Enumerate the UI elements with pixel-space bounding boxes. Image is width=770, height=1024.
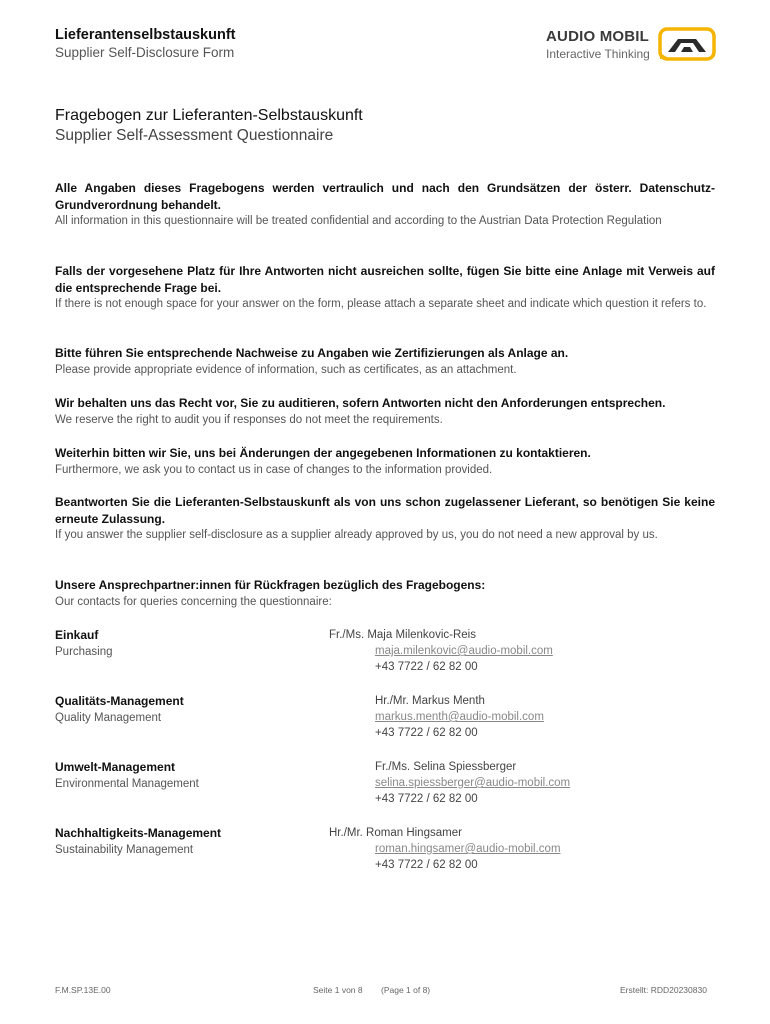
dept-label-de: Einkauf bbox=[55, 628, 99, 642]
paragraph-de: Bitte führen Sie entsprechende Nachweise zu Angaben wie Zertifizierungen als Anlage an. bbox=[55, 346, 569, 360]
contact-email-link[interactable]: selina.spiessberger@audio-mobil.com bbox=[375, 777, 571, 789]
paragraph-en: If you answer the supplier self-disclosure as a supplier already approved by us, you do not need a new approval by us. bbox=[55, 529, 658, 541]
contact-dept-purchasing bbox=[55, 627, 113, 660]
footer-doc-code: F.M.SP.13E.00 bbox=[55, 985, 111, 995]
page-subtitle: Supplier Self-Assessment Questionnaire bbox=[55, 127, 334, 144]
paragraph-de: Alle Angaben dieses Fragebogens werden vertraulich und nach den Grundsätzen der österr. Datenschutz-Grundverordnung behandelt. bbox=[55, 181, 715, 212]
paragraph-de: Unsere Ansprechpartner:innen für Rückfragen bezüglich des Fragebogens: bbox=[55, 578, 486, 592]
contact-email-link[interactable]: maja.milenkovic@audio-mobil.com bbox=[375, 645, 553, 657]
logo-icon bbox=[658, 27, 716, 61]
page-title: Fragebogen zur Lieferanten-Selbstauskunft bbox=[55, 107, 363, 124]
contact-dept-quality bbox=[55, 693, 184, 726]
paragraph-de: Weiterhin bitten wir Sie, uns bei Änderungen der angegebenen Informationen zu kontaktieren. bbox=[55, 446, 591, 460]
paragraph-en: We reserve the right to audit you if responses do not meet the requirements. bbox=[55, 413, 443, 426]
paragraph-contacts-intro bbox=[55, 577, 715, 610]
contact-phone: +43 7722 / 62 82 00 bbox=[375, 727, 478, 739]
paragraph-space bbox=[55, 263, 715, 313]
paragraph-en: Our contacts for queries concerning the questionnaire: bbox=[55, 595, 332, 608]
logo-tagline: Interactive Thinking bbox=[546, 47, 650, 61]
dept-label-en: Purchasing bbox=[55, 645, 113, 658]
contact-phone: +43 7722 / 62 82 00 bbox=[375, 661, 478, 673]
contact-email-link[interactable]: markus.menth@audio-mobil.com bbox=[375, 711, 544, 723]
logo-name: AUDIO MOBIL bbox=[546, 28, 650, 45]
contact-name: Hr./Mr. Markus Menth bbox=[375, 695, 485, 707]
paragraph-audit bbox=[55, 395, 715, 428]
dept-label-en: Sustainability Management bbox=[55, 843, 194, 856]
paragraph-privacy bbox=[55, 180, 715, 230]
paragraph-en: If there is not enough space for your answer on the form, please attach a separate sheet and indicate which question it refers to. bbox=[55, 298, 707, 310]
footer-page-de: Seite 1 von 8 bbox=[313, 985, 363, 995]
contact-phone: +43 7722 / 62 82 00 bbox=[375, 859, 478, 871]
paragraph-de: Wir behalten uns das Recht vor, Sie zu auditieren, sofern Antworten nicht den Anforderungen entsprechen. bbox=[55, 396, 666, 410]
paragraph-approval bbox=[55, 494, 715, 544]
dept-label-en: Environmental Management bbox=[55, 777, 199, 790]
contact-email-link[interactable]: roman.hingsamer@audio-mobil.com bbox=[375, 843, 561, 855]
paragraph-changes bbox=[55, 445, 715, 478]
footer-page-en: (Page 1 of 8) bbox=[381, 985, 431, 995]
contact-dept-sustainability bbox=[55, 825, 221, 858]
header-title-de: Lieferantenselbstauskunft bbox=[55, 27, 236, 43]
paragraph-evidence bbox=[55, 345, 715, 378]
contact-name: Fr./Ms. Maja Milenkovic-Reis bbox=[329, 629, 476, 641]
paragraph-en: Please provide appropriate evidence of information, such as certificates, as an attachment. bbox=[55, 363, 517, 376]
paragraph-en: All information in this questionnaire will be treated confidential and according to the Austrian Data Protection Regulation bbox=[55, 215, 662, 227]
paragraph-de: Falls der vorgesehene Platz für Ihre Antworten nicht ausreichen sollte, fügen Sie bitte eine Anlage mit Verweis auf die entsprechende Frage bei. bbox=[55, 264, 715, 295]
dept-label-de: Umwelt-Management bbox=[55, 760, 176, 774]
contact-name: Fr./Ms. Selina Spiessberger bbox=[375, 761, 517, 773]
contact-dept-environment bbox=[55, 759, 199, 792]
dept-label-de: Qualitäts-Management bbox=[55, 694, 184, 708]
header-title-en: Supplier Self-Disclosure Form bbox=[55, 45, 235, 60]
dept-label-en: Quality Management bbox=[55, 711, 162, 724]
paragraph-de: Beantworten Sie die Lieferanten-Selbstauskunft als von uns schon zugelassener Lieferant, so benötigen Sie keine erneute Zulassung. bbox=[55, 495, 715, 526]
dept-label-de: Nachhaltigkeits-Management bbox=[55, 826, 222, 840]
contact-name: Hr./Mr. Roman Hingsamer bbox=[329, 827, 462, 839]
contact-phone: +43 7722 / 62 82 00 bbox=[375, 793, 478, 805]
footer-created: Erstellt: RDD20230830 bbox=[620, 985, 707, 995]
paragraph-en: Furthermore, we ask you to contact us in case of changes to the information provided. bbox=[55, 463, 493, 476]
